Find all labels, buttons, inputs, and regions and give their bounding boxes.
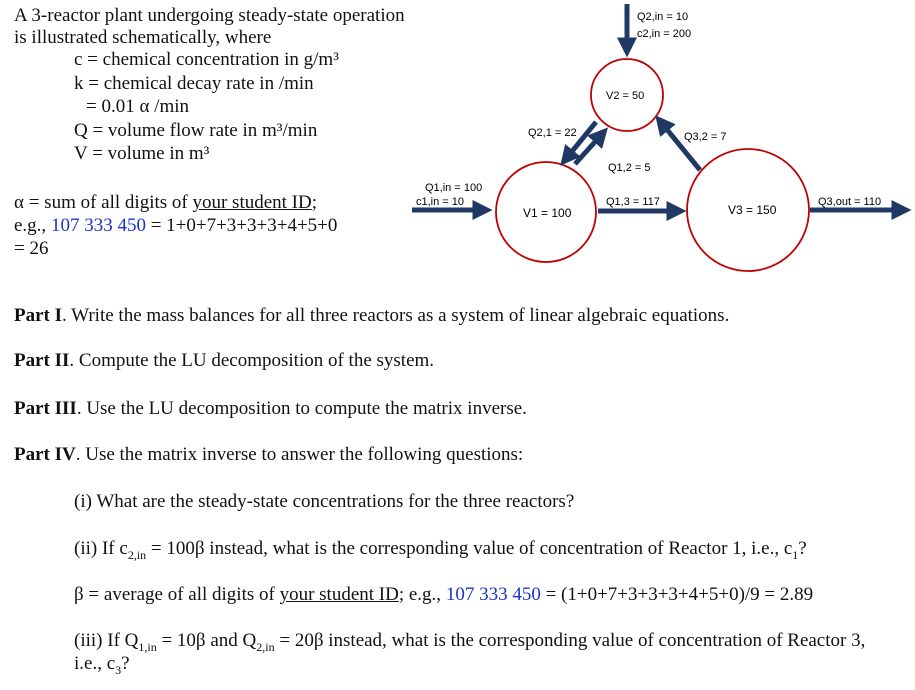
- part-2-text: . Compute the LU decomposition of the system.: [69, 350, 435, 371]
- arrow-q32: [660, 121, 700, 170]
- question-3-start: (iii) If Q: [74, 630, 139, 651]
- intro-line-2: is illustrated schematically, where: [14, 27, 272, 48]
- beta-result: = (1+0+7+3+3+3+4+5+0)/9 = 2.89: [540, 584, 814, 605]
- question-1: (i) What are the steady-state concentrations for the three reactors?: [74, 491, 575, 512]
- label-q3-out: Q3,out = 110: [818, 196, 882, 208]
- definition-c: c = chemical concentration in g/m³: [74, 49, 339, 70]
- definition-v: V = volume in m³: [74, 143, 210, 164]
- alpha-suffix: ;: [311, 192, 318, 213]
- definition-q: Q = volume flow rate in m³/min: [74, 120, 318, 141]
- alpha-prefix: α = sum of all digits of: [14, 192, 193, 213]
- label-q2-in: Q2,in = 10: [637, 11, 689, 23]
- question-3-end: = 20β instead, what is the corresponding value of concentration of Reactor 3,: [274, 630, 866, 651]
- label-q32: Q3,2 = 7: [684, 131, 727, 143]
- question-2: (ii) If $c_{2,in} = 100\beta$ instead, what is the corresponding value of concentration of Reactor 1, i.e., $c_1$?: [74, 538, 807, 562]
- definition-k: k = chemical decay rate in /min: [74, 73, 314, 94]
- arrow-q12: [575, 133, 603, 164]
- alpha-student-id: your student ID: [192, 192, 312, 213]
- part-4-text: . Use the matrix inverse to answer the following questions:: [75, 444, 524, 465]
- reactor-diagram: [0, 0, 915, 280]
- part-2: [14, 350, 434, 372]
- beta-prefix: β = average of all digits of: [74, 584, 280, 605]
- question-2-middle: = 100β instead, what is the corresponding value of concentration of Reactor 1, i.e., c: [146, 538, 793, 559]
- beta-student-id: your student ID: [279, 584, 399, 605]
- part-1: [14, 305, 729, 327]
- label-c2-in: c2,in = 200: [637, 28, 692, 40]
- part-1-text: . Write the mass balances for all three reactors as a system of linear algebraic equations.: [62, 305, 730, 326]
- label-q12: Q1,2 = 5: [608, 162, 651, 174]
- beta-definition: [74, 584, 813, 606]
- alpha-eg: e.g.,: [14, 215, 51, 236]
- alpha-example-id: 107 333 450: [50, 215, 146, 236]
- part-1-label: Part I: [14, 305, 63, 326]
- part-3-label: Part III: [14, 398, 77, 419]
- part-3-text: . Use the LU decomposition to compute the matrix inverse.: [76, 398, 527, 419]
- question-3-middle: = 10β and Q: [156, 630, 257, 651]
- label-q21: Q2,1 = 22: [528, 127, 577, 139]
- alpha-result: = 26: [14, 238, 49, 259]
- label-v2: V2 = 50: [606, 90, 645, 102]
- beta-example-id: 107 333 450: [445, 584, 541, 605]
- beta-eg: ; e.g.,: [398, 584, 446, 605]
- question-3-qmark: ?: [121, 653, 130, 674]
- question-3: (iii) If $Q_{1,in} = 10\beta$ and $Q_{2,in} = 20\beta$ instead, what is the corresponding value of concentration of Reactor 3,: [74, 630, 866, 654]
- question-3-ie: i.e., c: [74, 653, 116, 674]
- question-2-start: (ii) If c: [74, 538, 128, 559]
- intro-line-1: A 3-reactor plant undergoing steady-state operation: [14, 5, 405, 26]
- question-3-continued: i.e., $c_3$?: [74, 653, 130, 677]
- question-2-end: ?: [798, 538, 807, 559]
- part-2-label: Part II: [14, 350, 70, 371]
- label-c1-in: c1,in = 10: [416, 196, 465, 208]
- part-4-label: Part IV: [14, 444, 76, 465]
- part-4: [14, 444, 523, 466]
- label-v3: V3 = 150: [728, 203, 777, 217]
- part-3: [14, 398, 527, 420]
- label-q1-in: Q1,in = 100: [425, 182, 483, 194]
- label-q13: Q1,3 = 117: [606, 196, 660, 208]
- label-v1: V1 = 100: [523, 206, 572, 220]
- definition-k-value: = 0.01 α /min: [86, 96, 190, 117]
- alpha-example-sum: = 1+0+7+3+3+3+4+5+0: [145, 215, 338, 236]
